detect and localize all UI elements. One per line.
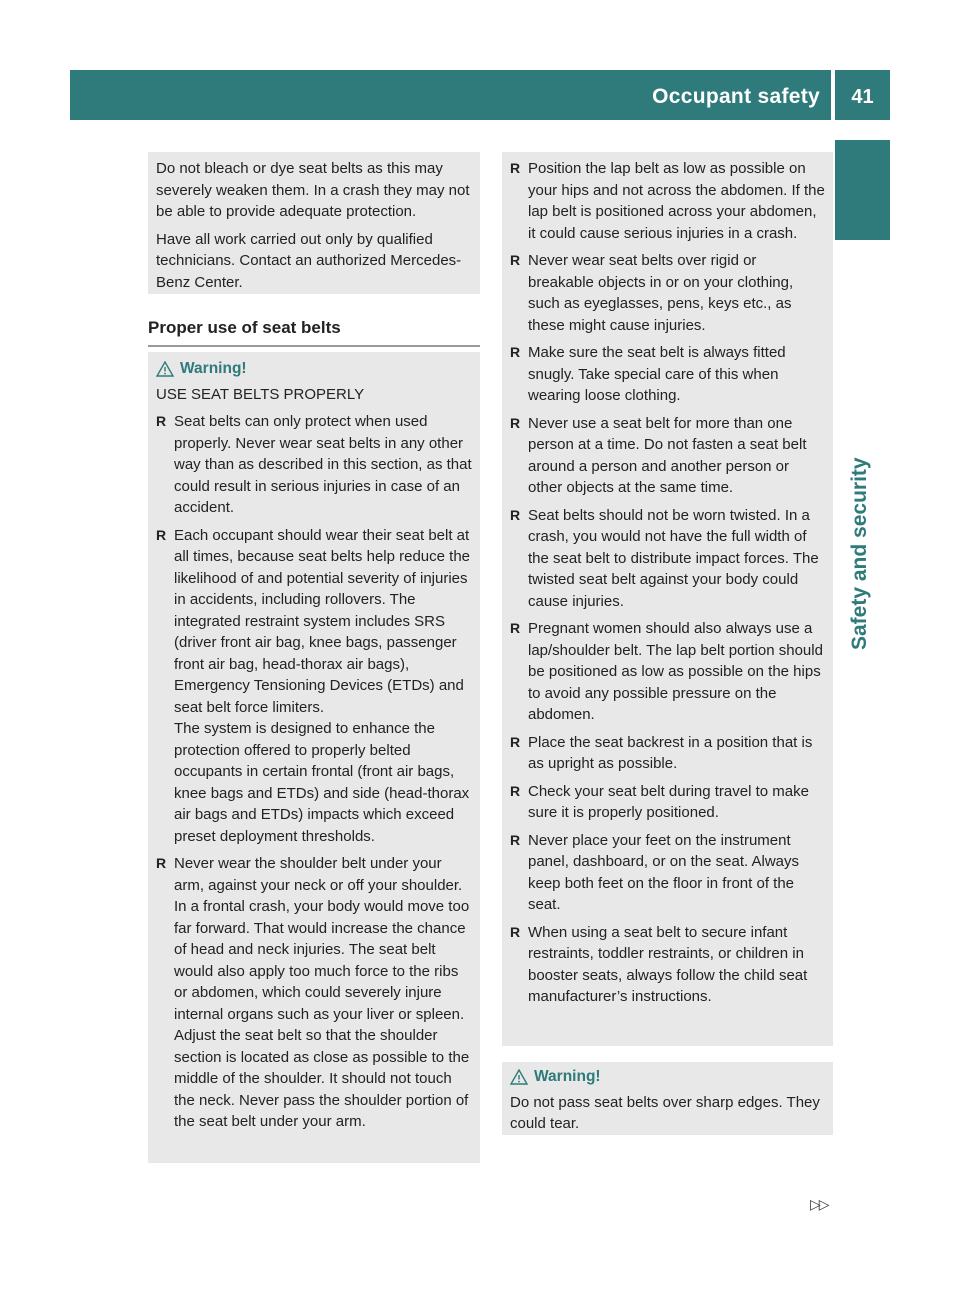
warning-box	[502, 1062, 833, 1135]
list-item	[510, 781, 825, 824]
warning-box	[148, 352, 480, 1163]
list-item-subparagraph: The system is designed to enhance the protection offered to properly belted occupants in certain frontal (front air bags, knee bags and ETDs) and side (head-thorax air bags and ETDs) impacts which exceed preset deployment thresholds.	[174, 720, 470, 845]
list-item	[156, 411, 472, 519]
list-item	[510, 830, 825, 916]
list-item-text: Never wear the shoulder belt under your arm, against your neck or off your shoulder. In a frontal crash, your body would move too far forward. That would increase the chance of head and neck injuries. The seat belt would also apply too much force to the ribs or abdomen, which could severely injure internal organs such as your liver or spleen.	[174, 855, 470, 1023]
list-item-text: Place the seat backrest in a position that is as upright as possible.	[528, 733, 813, 772]
info-paragraph: Do not bleach or dye seat belts as this may severely weaken them. In a crash they may not be able to provide adequate protection.	[156, 160, 470, 220]
warning-text: Do not pass seat belts over sharp edges. They could tear.	[510, 1093, 820, 1132]
warning-label: Warning!	[534, 1068, 601, 1085]
list-item-subparagraph: Adjust the seat belt so that the shoulder section is located as close as possible to the middle of the shoulder. It should not touch the neck. Never pass the shoulder portion of the seat belt under your arm.	[174, 1027, 470, 1130]
page-number: 41	[835, 70, 890, 120]
list-item-text: Make sure the seat belt is always fitted snugly. Take special care of this when wearing loose clothing.	[528, 344, 786, 404]
list-item	[510, 413, 825, 499]
list-item	[156, 853, 472, 1133]
list-item-text: Never place your feet on the instrument panel, dashboard, or on the seat. Always keep both feet on the floor in front of the seat.	[528, 831, 800, 913]
list-item	[510, 505, 825, 613]
list-item-text: Seat belts should not be worn twisted. In a crash, you would not have the full width of the seat belt to distribute impact forces. The twisted seat belt against your body could cause injuries.	[528, 506, 819, 610]
warning-intro: USE SEAT BELTS PROPERLY	[156, 385, 365, 403]
list-item	[510, 250, 825, 336]
side-tab-label	[848, 457, 888, 650]
list-item-text: Pregnant women should also always use a lap/shoulder belt. The lap belt portion should be positioned as low as possible on the hips to avoid any possible pressure on the abdomen.	[528, 620, 823, 723]
list-item	[156, 525, 472, 848]
list-item	[510, 732, 825, 775]
list-item-text: Never use a seat belt for more than one person at a time. Do not fasten a seat belt around a person and another person or other objects at the same time.	[528, 414, 807, 496]
list-item-text: Position the lap belt as low as possible on your hips and not across the abdomen. If the lap belt is positioned across your abdomen, it could cause serious injuries in a crash.	[528, 160, 825, 242]
list-item	[510, 342, 825, 407]
list-item	[510, 618, 825, 726]
warning-triangle-icon	[510, 1069, 528, 1085]
warning-label: Warning!	[180, 360, 247, 377]
side-tab-marker	[835, 140, 890, 240]
list-item-text: Each occupant should wear their seat belt at all times, because seat belts help reduce the likelihood of and potential severity of injuries in accidents, including rollovers. The integrated restraint system includes SRS (driver front air bag, knee bags, passenger front air bag, head-thorax air bags), Emergency Tensioning Devices (ETDs) and seat belt force limiters.	[174, 526, 471, 716]
guidance-box	[502, 152, 833, 1046]
section-heading: Proper use of seat belts	[148, 318, 480, 347]
continue-arrow-icon: ▷▷	[810, 1196, 828, 1212]
warning-header	[156, 358, 472, 380]
list-item	[510, 922, 825, 1008]
list-item	[510, 158, 825, 244]
side-tab-label-text: Safety and security	[848, 457, 871, 650]
list-item-text: Check your seat belt during travel to make sure it is properly positioned.	[528, 782, 809, 821]
page-title: Occupant safety	[652, 85, 820, 108]
warning-list	[156, 411, 472, 1133]
warning-header	[510, 1066, 825, 1088]
list-item-text: Never wear seat belts over rigid or breakable objects in or on your clothing, such as eyeglasses, pens, keys etc., as these might cause injuries.	[528, 252, 794, 334]
info-paragraph: Have all work carried out only by qualified technicians. Contact an authorized Mercedes-Benz Center.	[156, 230, 462, 291]
warning-triangle-icon	[156, 361, 174, 377]
list-item-text: When using a seat belt to secure infant restraints, toddler restraints, or children in booster seats, always follow the child seat manufacturer’s instructions.	[528, 923, 808, 1005]
list-item-text: Seat belts can only protect when used properly. Never wear seat belts in any other way than as described in this section, as that could result in serious injuries in case of an accident.	[174, 413, 472, 516]
info-box	[148, 152, 480, 294]
guidance-list	[510, 158, 825, 1008]
